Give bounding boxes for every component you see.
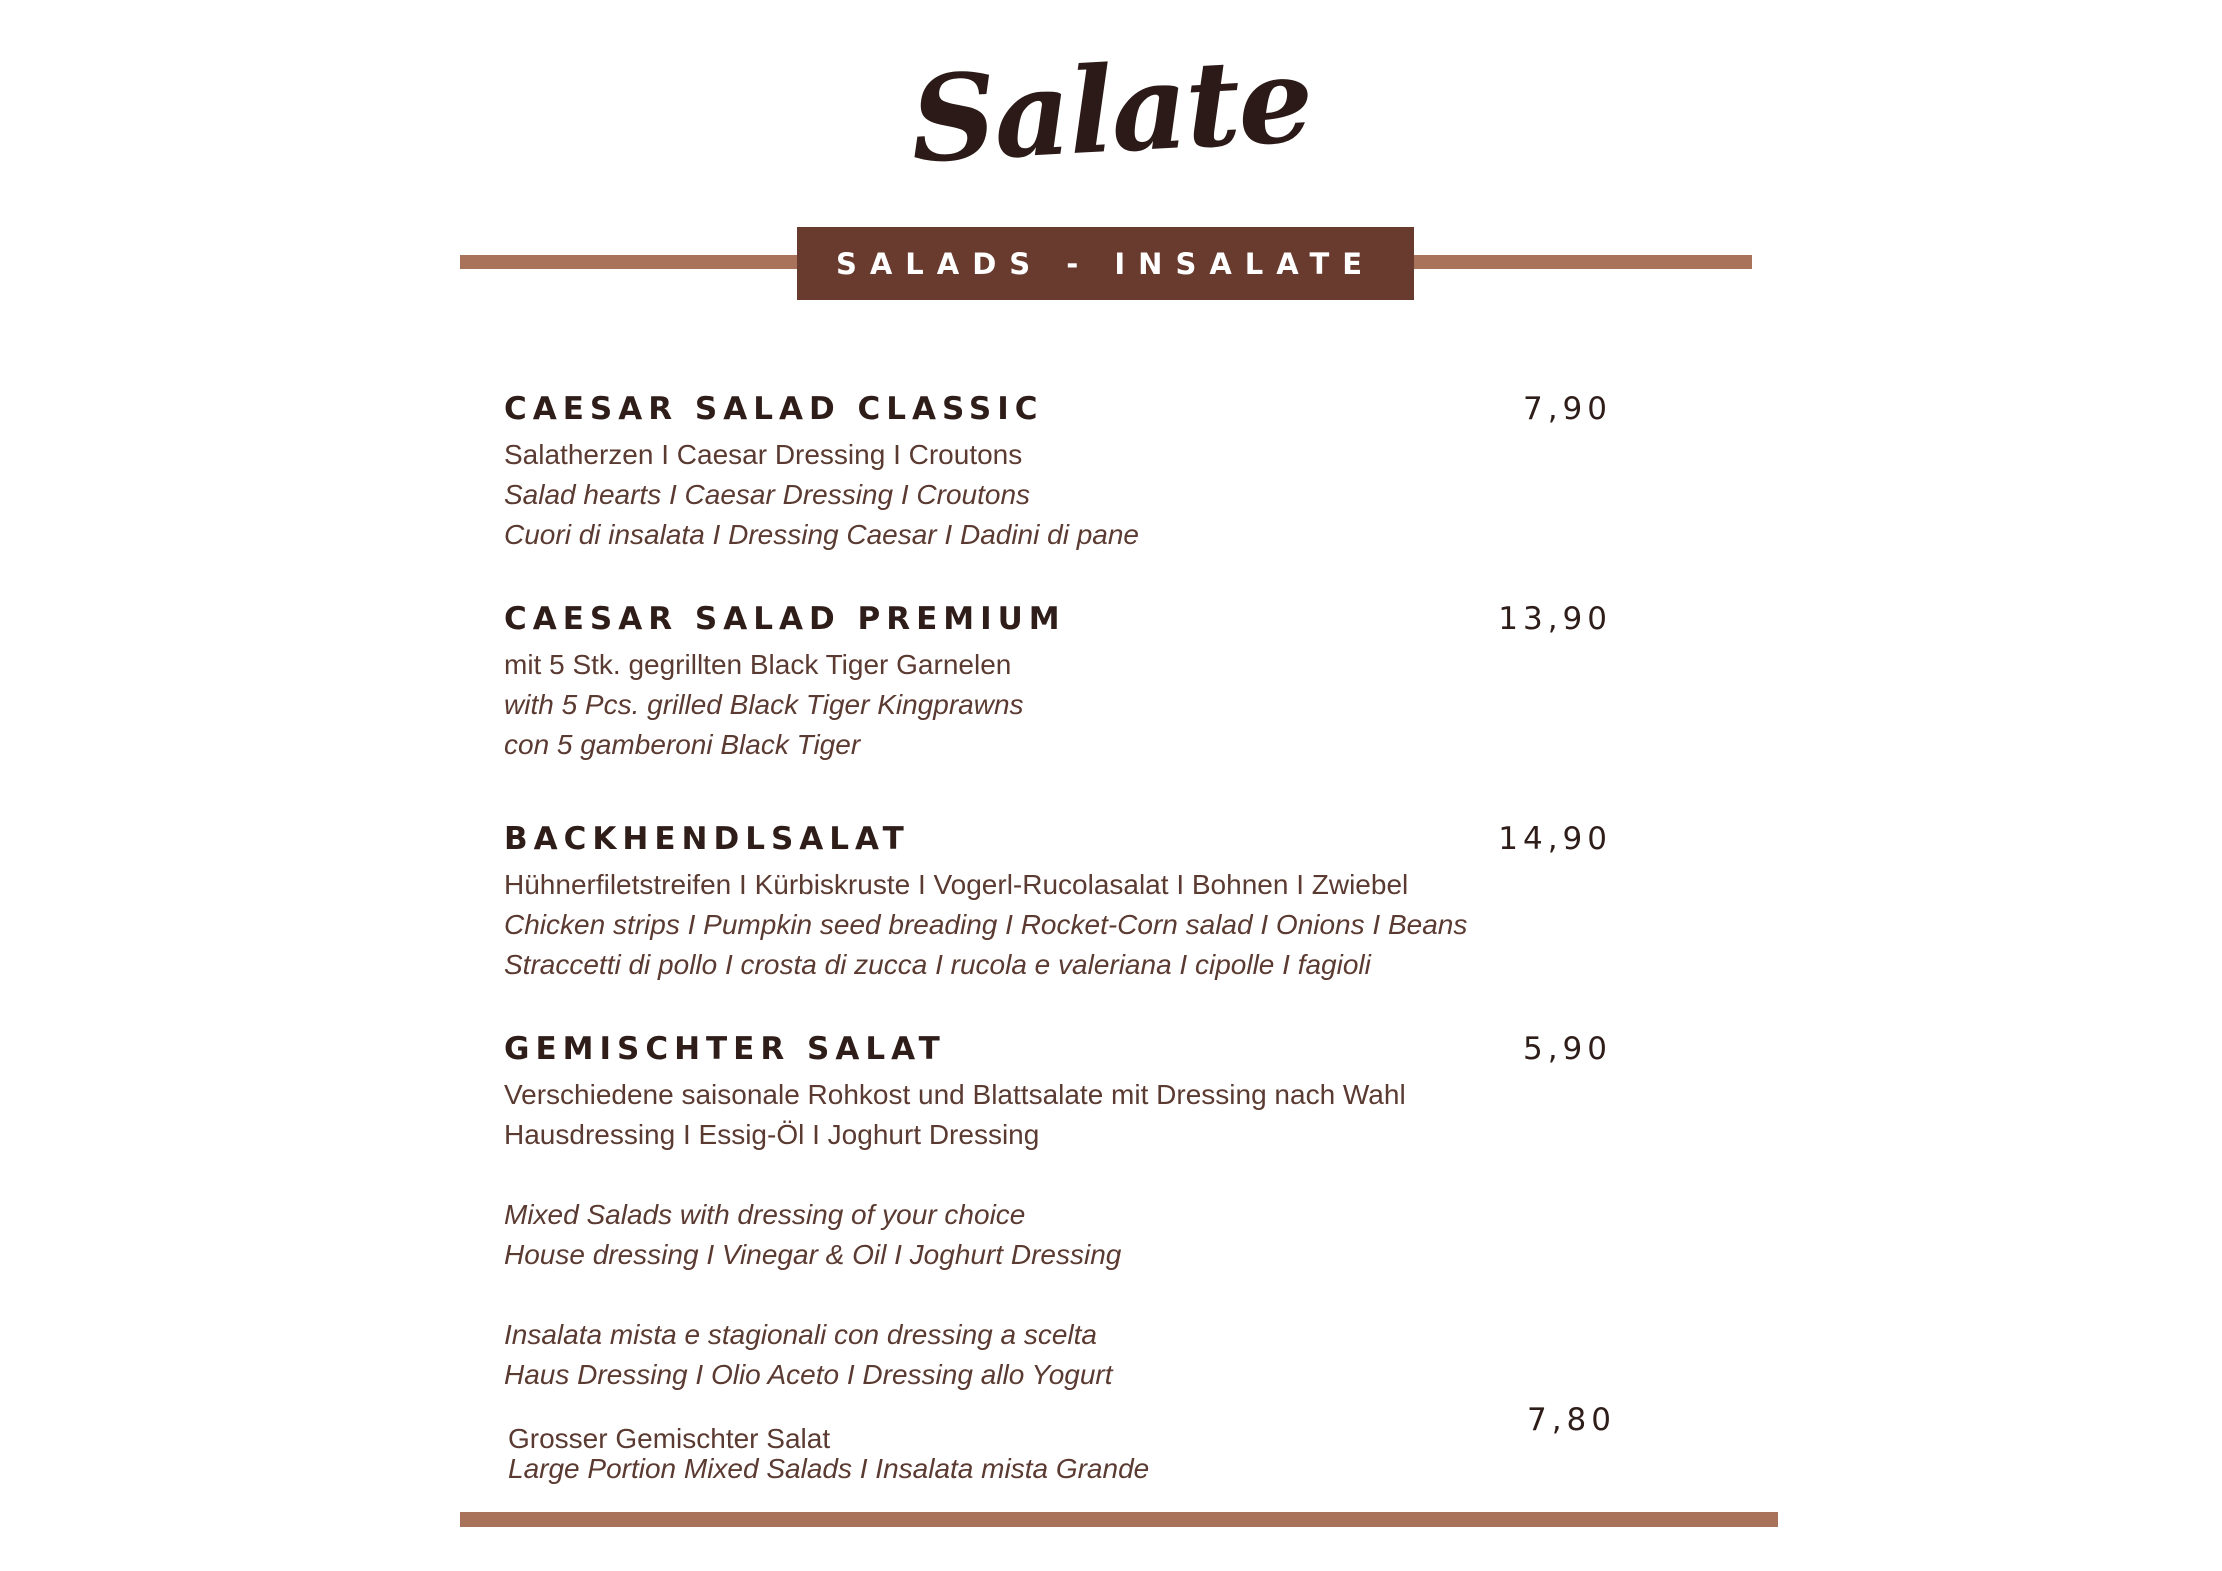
description-it: Insalata mista e stagionali con dressing a scelta xyxy=(504,1319,1097,1350)
description-en-dressings: House dressing I Vinegar & Oil I Joghurt Dressing xyxy=(504,1239,1122,1270)
description-de: mit 5 Stk. gegrillten Black Tiger Garnelen xyxy=(504,649,1012,680)
large-portion-en-it: Large Portion Mixed Salads I Insalata mista Grande xyxy=(508,1453,1150,1484)
description-it: Cuori di insalata I Dressing Caesar I Dadini di pane xyxy=(504,519,1139,550)
item-name: BACKHENDLSALAT xyxy=(504,821,910,857)
description-en: Chicken strips I Pumpkin seed breading I Rocket-Corn salad I Onions I Beans xyxy=(504,909,1468,940)
page-title: Salate xyxy=(907,29,1315,190)
item-price: 14,90 xyxy=(1498,821,1612,857)
item-name: CAESAR SALAD PREMIUM xyxy=(504,601,1066,637)
description-de-dressings: Hausdressing I Essig-Öl I Joghurt Dressing xyxy=(504,1119,1040,1150)
section-banner: SALADS - INSALATE xyxy=(797,227,1414,300)
description-it: Straccetti di pollo I crosta di zucca I rucola e valeriana I cipolle I fagioli xyxy=(504,949,1371,980)
description-de: Verschiedene saisonale Rohkost und Blattsalate mit Dressing nach Wahl xyxy=(504,1079,1406,1110)
description-en: with 5 Pcs. grilled Black Tiger Kingprawns xyxy=(504,689,1024,720)
item-name: GEMISCHTER SALAT xyxy=(504,1031,946,1067)
item-name: CAESAR SALAD CLASSIC xyxy=(504,391,1044,427)
menu-item-large-portion xyxy=(508,1402,1616,1484)
description-en: Salad hearts I Caesar Dressing I Croutons xyxy=(504,479,1031,510)
menu-item-caesar-classic xyxy=(504,391,1612,555)
menu-item-backhendlsalat xyxy=(504,821,1612,985)
bottom-divider xyxy=(460,1512,1778,1527)
item-price: 7,80 xyxy=(1526,1402,1616,1438)
menu-item-caesar-premium xyxy=(504,601,1612,765)
description-en: Mixed Salads with dressing of your choice xyxy=(504,1199,1026,1230)
item-price: 5,90 xyxy=(1522,1031,1612,1067)
description-de: Hühnerfiletstreifen I Kürbiskruste I Vogerl-Rucolasalat I Bohnen I Zwiebel xyxy=(504,869,1409,900)
item-price: 7,90 xyxy=(1522,391,1612,427)
description-it: con 5 gamberoni Black Tiger xyxy=(504,729,861,760)
description-de: Salatherzen I Caesar Dressing I Croutons xyxy=(504,439,1023,470)
description-it-dressings: Haus Dressing I Olio Aceto I Dressing allo Yogurt xyxy=(504,1359,1113,1390)
menu-item-gemischter-salat xyxy=(504,1031,1612,1395)
large-portion-de: Grosser Gemischter Salat xyxy=(508,1423,831,1454)
item-price: 13,90 xyxy=(1498,601,1612,637)
